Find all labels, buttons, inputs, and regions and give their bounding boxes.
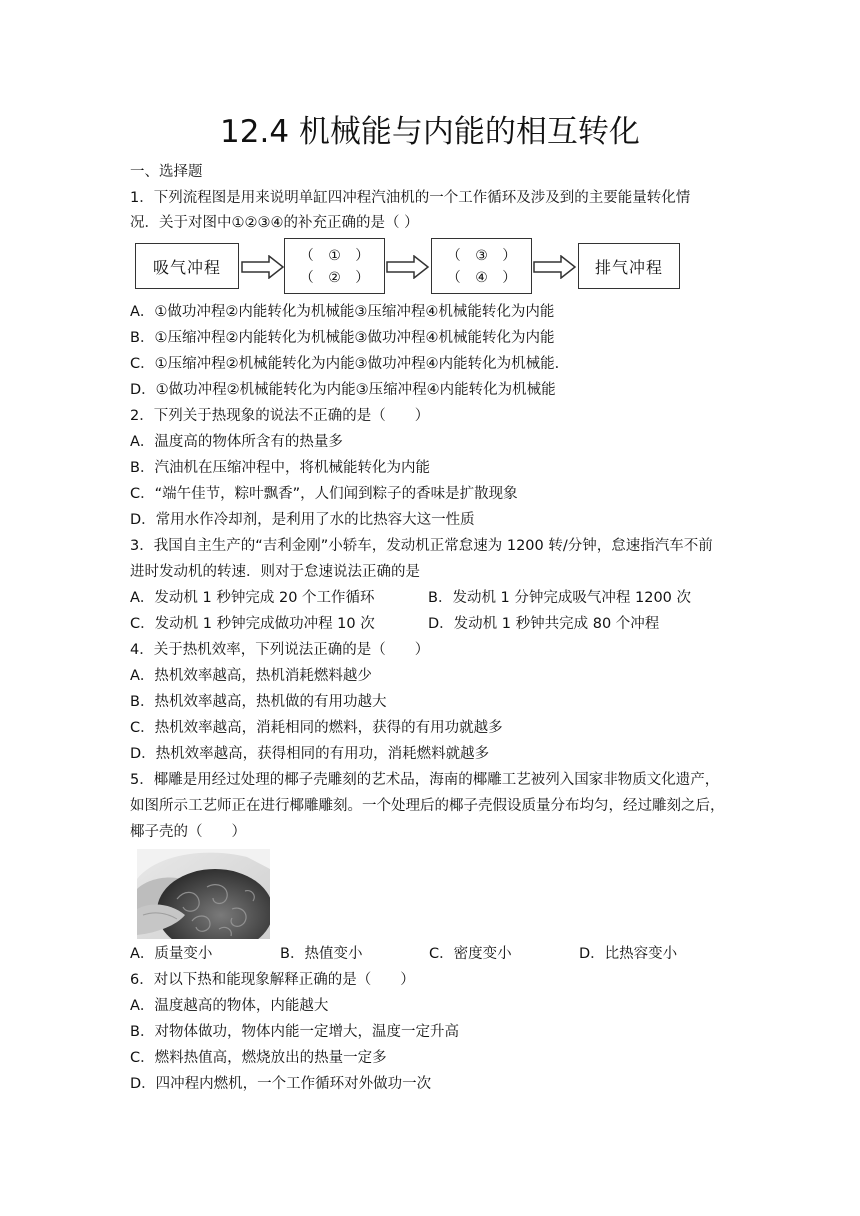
q2-option-a: A．温度高的物体所含有的热量多: [130, 434, 343, 450]
flow-blank-1: （ ① ）: [299, 248, 370, 264]
q2-option-d: D．常用水作冷却剂，是利用了水的比热容大这一性质: [130, 512, 475, 528]
q1-option-c: C．①压缩冲程②机械能转化为内能③做功冲程④内能转化为机械能．: [130, 356, 570, 372]
q6-option-b: B．对物体做功，物体内能一定增大，温度一定升高: [130, 1024, 459, 1040]
q3-stem-line-1: 3．我国自主生产的“吉利金刚”小轿车，发动机正常怠速为 1200 转/分钟，怠速指汽车不前: [130, 538, 713, 554]
q4-stem: 4．关于热机效率，下列说法正确的是（ ）: [130, 642, 430, 658]
flow-arrow-icon: [533, 255, 577, 279]
flow-arrow-icon: [241, 255, 285, 279]
flow-box-intake-label: 吸气冲程: [152, 257, 221, 277]
q3-option-c: C．发动机 1 秒钟完成做功冲程 10 次: [130, 616, 375, 632]
q4-option-c: C．热机效率越高，消耗相同的燃料，获得的有用功就越多: [130, 720, 503, 736]
stroke-flowchart: [135, 238, 680, 296]
flow-blank-2: （ ② ）: [299, 270, 370, 286]
q1-option-b: B．①压缩冲程②内能转化为机械能③做功冲程④机械能转化为内能: [130, 330, 555, 346]
flow-blank-4: （ ④ ）: [446, 270, 517, 286]
q2-option-c: C．“端午佳节，粽叶飘香”，人们闻到粽子的香味是扩散现象: [130, 486, 518, 502]
q5-stem-line-1: 5．椰雕是用经过处理的椰子壳雕刻的艺术品，海南的椰雕工艺被列入国家非物质文化遗产，: [130, 772, 720, 788]
q5-stem-line-2: 如图所示工艺师正在进行椰雕雕刻。一个处理后的椰子壳假设质量分布均匀，经过雕刻之后，: [130, 798, 725, 814]
q1-option-a: A．①做功冲程②内能转化为机械能③压缩冲程④机械能转化为内能: [130, 304, 555, 320]
flow-blank-3: （ ③ ）: [446, 248, 517, 264]
q4-option-d: D．热机效率越高，获得相同的有用功，消耗燃料就越多: [130, 746, 490, 762]
q3-option-d: D．发动机 1 秒钟共完成 80 个冲程: [428, 616, 660, 632]
q3-option-a: A．发动机 1 秒钟完成 20 个工作循环: [130, 590, 375, 606]
q5-option-d: D．比热容变小: [579, 946, 678, 962]
q5-option-a: A．质量变小: [130, 946, 213, 962]
q5-stem-line-3: 椰子壳的（ ）: [130, 824, 246, 840]
q5-option-b: B．热值变小: [280, 946, 363, 962]
q4-option-b: B．热机效率越高，热机做的有用功越大: [130, 694, 387, 710]
flow-box-exhaust-label: 排气冲程: [594, 257, 663, 277]
q2-stem: 2．下列关于热现象的说法不正确的是（ ）: [130, 408, 430, 424]
q4-option-a: A．热机效率越高，热机消耗燃料越少: [130, 668, 372, 684]
flow-box-intake: [135, 243, 239, 289]
flow-box-exhaust: [578, 243, 680, 289]
q5-option-c: C．密度变小: [429, 946, 512, 962]
q2-option-b: B．汽油机在压缩冲程中，将机械能转化为内能: [130, 460, 430, 476]
q6-stem: 6．对以下热和能现象解释正确的是（ ）: [130, 972, 415, 988]
flow-box-stroke-3-4: [431, 238, 532, 294]
q1-stem-line-2: 况．关于对图中①②③④的补充正确的是（ ）: [130, 215, 419, 231]
flow-box-stroke-1-2: [284, 238, 385, 294]
q6-option-a: A．温度越高的物体，内能越大: [130, 998, 329, 1014]
page-title: 12.4 机械能与内能的相互转化: [220, 114, 640, 150]
q6-option-c: C．燃料热值高，燃烧放出的热量一定多: [130, 1050, 387, 1066]
q6-option-d: D．四冲程内燃机，一个工作循环对外做功一次: [130, 1076, 432, 1092]
section-heading: 一、选择题: [130, 164, 203, 180]
coconut-carving-photo: [137, 849, 270, 939]
q1-stem-line-1: 1．下列流程图是用来说明单缸四冲程汽油机的一个工作循环及涉及到的主要能量转化情: [130, 190, 691, 206]
coconut-carving-illustration: [137, 849, 270, 939]
q1-option-d: D．①做功冲程②机械能转化为内能③压缩冲程④内能转化为机械能: [130, 382, 556, 398]
flow-arrow-icon: [386, 255, 430, 279]
q3-option-b: B．发动机 1 分钟完成吸气冲程 1200 次: [428, 590, 692, 606]
q3-stem-line-2: 进时发动机的转速．则对于怠速说法正确的是: [130, 564, 420, 580]
